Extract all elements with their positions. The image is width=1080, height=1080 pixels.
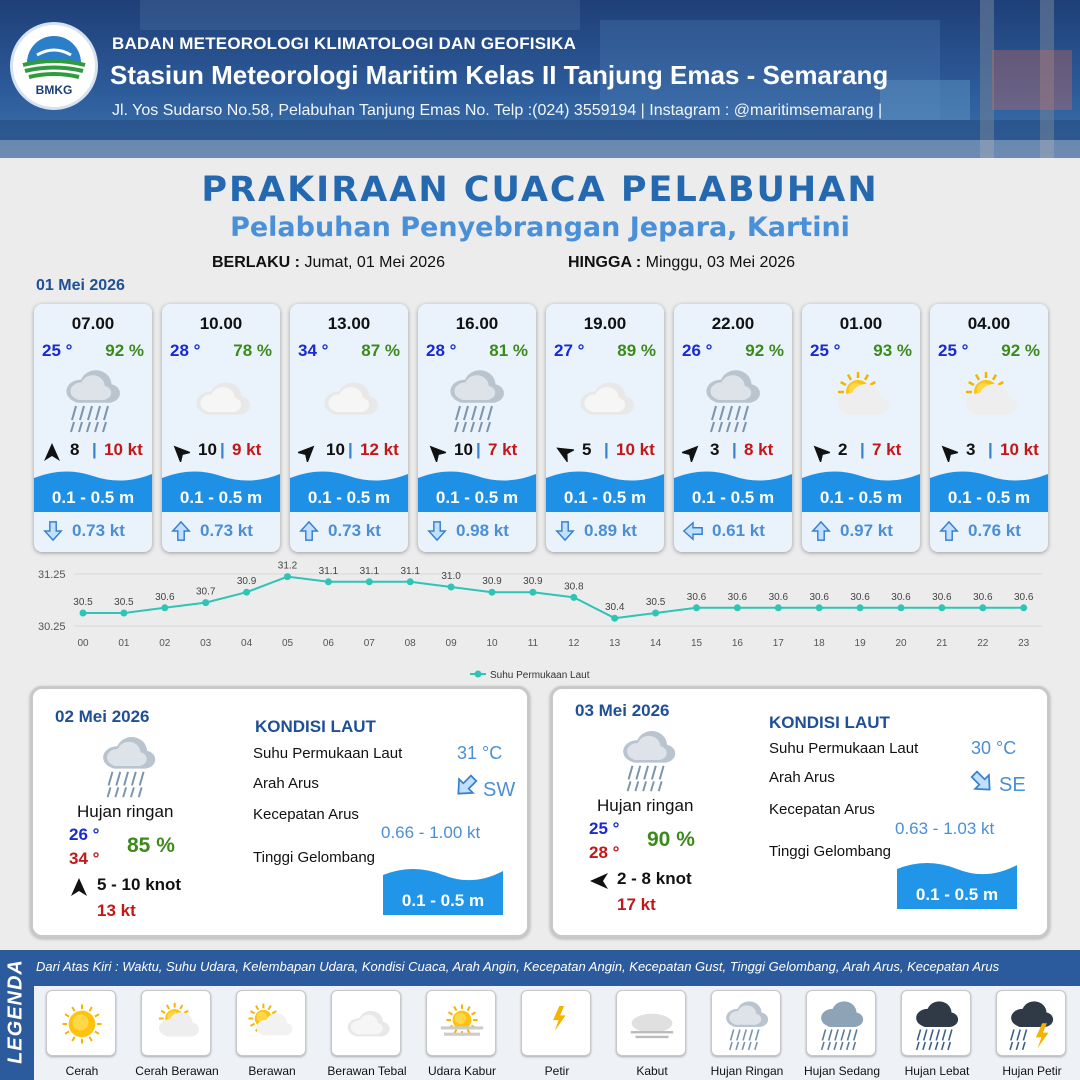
sst-data-label: 30.5 [73, 597, 93, 608]
day2-condition: Hujan ringan [77, 802, 174, 821]
card-current-speed: 0.61 kt [712, 521, 765, 540]
sst-data-label: 30.6 [850, 591, 870, 603]
card-temperature: 25 ° [938, 341, 969, 360]
legend-item [513, 988, 603, 1080]
card-gust: 8 kt [744, 440, 774, 459]
valid-to-label: HINGGA : [568, 254, 642, 271]
page-title: PRAKIRAAN CUACA PELABUHAN [201, 170, 879, 210]
day2-temp-min: 26 ° [69, 825, 100, 844]
forecast-card [930, 304, 1048, 552]
sst-data-point [325, 578, 332, 585]
day2-current-dir: SW [483, 779, 516, 801]
card-wind-speed: 10 [198, 440, 217, 459]
sst-data-point [652, 610, 659, 617]
valid-to-value: Minggu, 03 Mei 2026 [645, 254, 796, 271]
card-separator: | [220, 440, 225, 459]
valid-from-label: BERLAKU : [212, 254, 300, 271]
card-separator: | [348, 440, 353, 459]
card-time: 22.00 [711, 314, 755, 333]
sst-line-chart [0, 560, 1080, 685]
card-wave-height: 0.1 - 0.5 m [435, 488, 519, 507]
legend-item-label: Hujan Sedang [803, 1064, 881, 1078]
card-current [290, 516, 408, 546]
card-temperature: 28 ° [426, 341, 457, 360]
day3-current-speed-label: Kecepatan Arus [769, 801, 875, 818]
card-time: 13.00 [327, 314, 371, 333]
cerah-berawan-icon [148, 995, 206, 1053]
sst-data-point [529, 589, 536, 596]
legend-icon-box [616, 990, 686, 1056]
hujan-ringan-icon [718, 995, 776, 1053]
valid-to [568, 254, 795, 272]
hujan-ringan-icon [613, 723, 685, 795]
logo-text: BMKG [35, 83, 73, 97]
sst-data-point [448, 584, 455, 591]
legend-icon-box [996, 990, 1066, 1056]
legend-item [133, 988, 223, 1080]
day3-temp-min: 25 ° [589, 819, 620, 838]
sst-data-label: 30.4 [604, 602, 625, 614]
card-humidity: 89 % [617, 341, 656, 360]
sst-data-point [489, 589, 496, 596]
x-tick-label: 08 [404, 638, 416, 649]
sst-data-label: 30.7 [195, 586, 216, 598]
sst-data-point [1020, 604, 1027, 611]
wind-direction-icon [170, 442, 190, 462]
wind-direction-icon [554, 442, 574, 462]
card-wave-height: 0.1 - 0.5 m [947, 488, 1031, 507]
sst-data-point [120, 610, 127, 617]
card-time: 01.00 [839, 314, 883, 333]
port-name: Pelabuhan Penyebrangan Jepara, Kartini [230, 212, 850, 243]
sst-data-point [734, 604, 741, 611]
x-tick-label: 11 [527, 638, 539, 649]
sst-data-label: 31.1 [318, 565, 339, 577]
day3-kondisi-laut-title: KONDISI LAUT [769, 713, 890, 732]
x-tick-label: 06 [322, 638, 334, 649]
sst-data-point [407, 578, 414, 585]
day2-current-speed-label: Kecepatan Arus [253, 806, 359, 823]
cerah-icon [53, 995, 111, 1053]
wind-direction-icon [42, 442, 62, 462]
day2-sst-label: Suhu Permukaan Laut [253, 745, 403, 762]
day3-current-speed: 0.63 - 1.03 kt [895, 819, 995, 838]
current-direction-icon [426, 519, 448, 543]
wind-direction-icon [298, 442, 318, 462]
card-separator: | [92, 440, 97, 459]
card-current-speed: 0.76 kt [968, 521, 1021, 540]
header-banner [0, 0, 1080, 158]
legend-item [608, 988, 698, 1080]
card-current-speed: 0.89 kt [584, 521, 637, 540]
card-time: 07.00 [71, 314, 115, 333]
current-direction-icon [938, 519, 960, 543]
sst-data-label: 30.6 [155, 591, 175, 603]
x-tick-label: 09 [445, 638, 457, 649]
card-separator: | [860, 440, 865, 459]
card-wind-speed: 10 [454, 440, 473, 459]
sst-data-label: 30.6 [1013, 591, 1034, 603]
sst-data-point [979, 604, 986, 611]
hujan-sedang-icon [813, 995, 871, 1053]
card-separator: | [732, 440, 737, 459]
x-tick-label: 12 [568, 638, 580, 649]
legend-icon-box [236, 990, 306, 1056]
day3-sst-value: 30 °C [971, 738, 1017, 758]
card-separator: | [604, 440, 609, 459]
card-wind-speed: 2 [838, 440, 848, 459]
legend-item [323, 988, 413, 1080]
forecast-card [546, 304, 664, 552]
wind-direction-icon [810, 442, 830, 462]
card-gust: 7 kt [872, 440, 902, 459]
x-tick-label: 20 [895, 638, 907, 649]
day2-date: 02 Mei 2026 [55, 707, 150, 726]
day3-current-dir-label: Arah Arus [769, 769, 835, 786]
x-tick-label: 02 [159, 638, 171, 649]
card-wind-speed: 5 [582, 440, 592, 459]
card-wind [930, 440, 1048, 464]
legend-icon-box [806, 990, 876, 1056]
card-humidity: 92 % [105, 341, 144, 360]
wind-direction-icon [589, 871, 609, 891]
y-tick-label: 30.25 [38, 621, 66, 633]
day2-panel [30, 686, 530, 938]
card-current [674, 516, 792, 546]
day3-wind-speed: 2 - 8 knot [617, 869, 692, 888]
chart-legend-label: Suhu Permukaan Laut [490, 670, 590, 681]
day2-current-dir-label: Arah Arus [253, 775, 319, 792]
forecast-card [802, 304, 920, 552]
x-tick-label: 15 [690, 638, 703, 649]
x-tick-label: 04 [241, 638, 253, 649]
hourly-forecast-cards [34, 304, 1054, 552]
day3-wave-label: Tinggi Gelombang [769, 843, 892, 860]
x-tick-label: 16 [731, 638, 743, 649]
legend-item-label: Cerah [65, 1064, 99, 1078]
legend-item [38, 988, 128, 1080]
day2-wave-label: Tinggi Gelombang [253, 849, 376, 866]
cerah-berawan-icon [824, 362, 898, 436]
card-time: 19.00 [583, 314, 627, 333]
sst-data-point [693, 604, 700, 611]
sst-data-label: 30.9 [236, 576, 257, 588]
card-temperature: 34 ° [298, 341, 329, 360]
day2-wave-height: 0.1 - 0.5 m [401, 891, 485, 910]
card-current [162, 516, 280, 546]
forecast-card [418, 304, 536, 552]
card-wave-height: 0.1 - 0.5 m [819, 488, 903, 507]
sst-data-point [857, 604, 864, 611]
card-current [34, 516, 152, 546]
sst-data-point [243, 589, 250, 596]
sst-data-point [611, 615, 618, 622]
sst-series-line [83, 577, 1024, 619]
legend-title: LEGENDA [4, 959, 27, 1064]
x-tick-label: 13 [609, 638, 621, 649]
legend-icon-box [141, 990, 211, 1056]
x-tick-label: 07 [363, 638, 375, 649]
legend-side-label [0, 950, 32, 1080]
card-temperature: 25 ° [42, 341, 73, 360]
current-direction-icon [42, 519, 64, 543]
card-current-speed: 0.73 kt [200, 521, 253, 540]
card-current [418, 516, 536, 546]
berawan-icon [243, 995, 301, 1053]
card-wave-height: 0.1 - 0.5 m [691, 488, 775, 507]
legend-item [228, 988, 318, 1080]
x-tick-label: 05 [281, 638, 294, 649]
cerah-berawan-icon [952, 362, 1026, 436]
card-temperature: 25 ° [810, 341, 841, 360]
card-wind [162, 440, 280, 464]
wind-direction-icon [426, 442, 446, 462]
sst-data-label: 31.1 [359, 565, 380, 577]
day3-date: 03 Mei 2026 [575, 701, 670, 720]
y-tick-label: 31.25 [38, 569, 66, 581]
x-tick-label: 00 [77, 638, 89, 649]
current-direction-icon [298, 519, 320, 543]
sst-data-label: 30.6 [768, 591, 789, 603]
current-direction-icon [969, 769, 995, 795]
sst-data-label: 30.6 [932, 591, 952, 603]
sst-data-label: 30.5 [645, 597, 666, 608]
forecast-card [674, 304, 792, 552]
forecast-card [34, 304, 152, 552]
card-wind [546, 440, 664, 464]
day3-sst-label: Suhu Permukaan Laut [769, 740, 919, 757]
valid-from [212, 254, 445, 272]
legend-bar [0, 950, 1080, 1080]
sst-data-point [366, 578, 373, 585]
legend-item-label: Kabut [636, 1064, 668, 1078]
legend-icon-box [711, 990, 781, 1056]
berawan-tebal-icon [312, 362, 386, 436]
card-time: 04.00 [967, 314, 1011, 333]
sst-data-point [570, 594, 577, 601]
x-tick-label: 10 [486, 638, 498, 649]
chart-legend-marker [475, 671, 482, 678]
legend-item [703, 988, 793, 1080]
sst-data-label: 30.6 [973, 591, 993, 603]
card-wave-height: 0.1 - 0.5 m [51, 488, 135, 507]
current-direction-icon [810, 519, 832, 543]
card-current-speed: 0.97 kt [840, 521, 893, 540]
current-direction-icon [554, 519, 576, 543]
hujan-petir-icon [1003, 995, 1061, 1053]
berawan-tebal-icon [338, 995, 396, 1053]
sst-data-point [80, 610, 87, 617]
card-time: 10.00 [199, 314, 243, 333]
day1-date: 01 Mei 2026 [36, 277, 125, 294]
day2-gust: 13 kt [97, 901, 136, 920]
sst-data-label: 30.6 [891, 591, 911, 603]
sst-data-label: 31.0 [441, 571, 461, 582]
sst-data-point [898, 604, 905, 611]
wind-direction-icon [682, 442, 702, 462]
card-humidity: 81 % [489, 341, 528, 360]
card-humidity: 92 % [745, 341, 784, 360]
card-wind-speed: 3 [710, 440, 720, 459]
card-humidity: 87 % [361, 341, 400, 360]
card-current [802, 516, 920, 546]
legend-item [418, 988, 508, 1080]
legend-description: Dari Atas Kiri : Waktu, Suhu Udara, Kelembapan Udara, Kondisi Cuaca, Arah Angin, Kecepatan Angin, Kecepatan Gust, Tinggi Gelombang, Arah Arus, Kecepatan Arus [36, 959, 1000, 974]
card-wind-speed: 3 [966, 440, 976, 459]
hujan-lebat-icon [908, 995, 966, 1053]
card-current [930, 516, 1048, 546]
legend-icon-box [521, 990, 591, 1056]
wind-direction-icon [69, 877, 89, 897]
hujan-ringan-icon [696, 362, 770, 436]
hujan-ringan-icon [56, 362, 130, 436]
day3-panel [550, 686, 1050, 938]
card-current-speed: 0.73 kt [328, 521, 381, 540]
x-tick-label: 03 [200, 638, 212, 649]
legend-icon-box [331, 990, 401, 1056]
sst-data-label: 30.6 [686, 591, 707, 603]
legend-item-label: Hujan Lebat [904, 1064, 970, 1078]
x-tick-label: 19 [854, 638, 866, 649]
x-tick-label: 21 [936, 638, 948, 649]
card-wind [674, 440, 792, 464]
legend-item-label: Hujan Ringan [710, 1064, 784, 1078]
day2-sst-value: 31 °C [457, 743, 503, 763]
x-tick-label: 01 [118, 638, 130, 649]
legend-item-label: Cerah Berawan [135, 1064, 219, 1078]
card-current-speed: 0.73 kt [72, 521, 125, 540]
x-tick-label: 17 [772, 638, 784, 649]
sst-data-label: 31.2 [277, 560, 298, 572]
x-tick-label: 23 [1018, 638, 1030, 649]
day2-temp-max: 34 ° [69, 849, 100, 868]
legend-item-label: Hujan Petir [1002, 1064, 1062, 1078]
card-wave-height: 0.1 - 0.5 m [179, 488, 263, 507]
card-wave-height: 0.1 - 0.5 m [307, 488, 391, 507]
card-temperature: 26 ° [682, 341, 713, 360]
card-gust: 10 kt [104, 440, 143, 459]
valid-from-value: Jumat, 01 Mei 2026 [304, 254, 445, 271]
card-gust: 9 kt [232, 440, 262, 459]
sst-chart [0, 560, 1080, 685]
day3-humidity: 90 % [647, 828, 695, 851]
berawan-tebal-icon [568, 362, 642, 436]
bmkg-emblem-icon [13, 31, 95, 87]
card-separator: | [476, 440, 481, 459]
card-wind [802, 440, 920, 464]
card-current-speed: 0.98 kt [456, 521, 509, 540]
organization-name: BADAN METEOROLOGI KLIMATOLOGI DAN GEOFISIKA [112, 34, 577, 53]
legend-item-label: Berawan Tebal [327, 1064, 407, 1078]
hujan-ringan-icon [440, 362, 514, 436]
sst-data-label: 31.1 [400, 565, 420, 577]
udara-kabur-icon [433, 995, 491, 1053]
petir-icon [528, 995, 586, 1053]
day2-kondisi-laut-title: KONDISI LAUT [255, 717, 376, 736]
sst-data-label: 30.5 [114, 597, 134, 608]
legend-item-label: Petir [544, 1064, 570, 1078]
day2-wind-speed: 5 - 10 knot [97, 875, 182, 894]
sst-data-point [202, 599, 209, 606]
sst-data-label: 30.6 [727, 591, 748, 603]
legend-item [893, 988, 983, 1080]
card-gust: 7 kt [488, 440, 518, 459]
day3-condition: Hujan ringan [597, 796, 694, 815]
forecast-card [162, 304, 280, 552]
card-temperature: 27 ° [554, 341, 585, 360]
card-wind [418, 440, 536, 464]
station-name: Stasiun Meteorologi Maritim Kelas II Tanjung Emas - Semarang [110, 60, 889, 90]
station-address: Jl. Yos Sudarso No.58, Pelabuhan Tanjung Emas No. Telp :(024) 3559194 | Instagram : @maritimsemarang | [112, 102, 883, 119]
legend-icon-box [46, 990, 116, 1056]
legend-icon-box [901, 990, 971, 1056]
sst-data-point [161, 604, 168, 611]
sst-data-point [938, 604, 945, 611]
legend-icon-box [426, 990, 496, 1056]
day3-current-dir: SE [999, 774, 1026, 796]
legend-item-label: Berawan [248, 1064, 296, 1078]
card-current [546, 516, 664, 546]
current-direction-icon [170, 519, 192, 543]
day2-current-speed: 0.66 - 1.00 kt [381, 823, 481, 842]
card-wave-height: 0.1 - 0.5 m [563, 488, 647, 507]
card-gust: 10 kt [616, 440, 655, 459]
legend-items [34, 986, 1080, 1080]
bmkg-logo [10, 22, 98, 110]
wind-direction-icon [938, 442, 958, 462]
day3-temp-max: 28 ° [589, 843, 620, 862]
kabut-icon [623, 995, 681, 1053]
card-separator: | [988, 440, 993, 459]
sst-data-label: 30.9 [523, 576, 543, 588]
day3-wave-height: 0.1 - 0.5 m [915, 885, 999, 904]
legend-item [988, 988, 1078, 1080]
legend-item [798, 988, 888, 1080]
sst-data-label: 30.6 [809, 591, 829, 603]
day2-humidity: 85 % [127, 834, 175, 857]
sst-data-label: 30.8 [564, 581, 584, 593]
hujan-ringan-icon [93, 729, 165, 801]
card-wind-speed: 8 [70, 440, 80, 459]
card-wind [290, 440, 408, 464]
sst-data-point [816, 604, 823, 611]
card-gust: 10 kt [1000, 440, 1039, 459]
x-tick-label: 14 [650, 638, 662, 649]
x-tick-label: 22 [977, 638, 989, 649]
forecast-card [290, 304, 408, 552]
card-humidity: 93 % [873, 341, 912, 360]
card-wind-speed: 10 [326, 440, 345, 459]
card-temperature: 28 ° [170, 341, 201, 360]
current-direction-icon [453, 773, 479, 799]
berawan-tebal-icon [184, 362, 258, 436]
legend-item-label: Udara Kabur [427, 1064, 497, 1078]
card-humidity: 92 % [1001, 341, 1040, 360]
x-tick-label: 18 [813, 638, 825, 649]
sst-data-label: 30.9 [482, 576, 502, 588]
current-direction-icon [682, 519, 704, 543]
card-wind [34, 440, 152, 464]
card-time: 16.00 [455, 314, 499, 333]
card-gust: 12 kt [360, 440, 399, 459]
card-humidity: 78 % [233, 341, 272, 360]
sst-data-point [284, 573, 291, 580]
day3-gust: 17 kt [617, 895, 656, 914]
sst-data-point [775, 604, 782, 611]
